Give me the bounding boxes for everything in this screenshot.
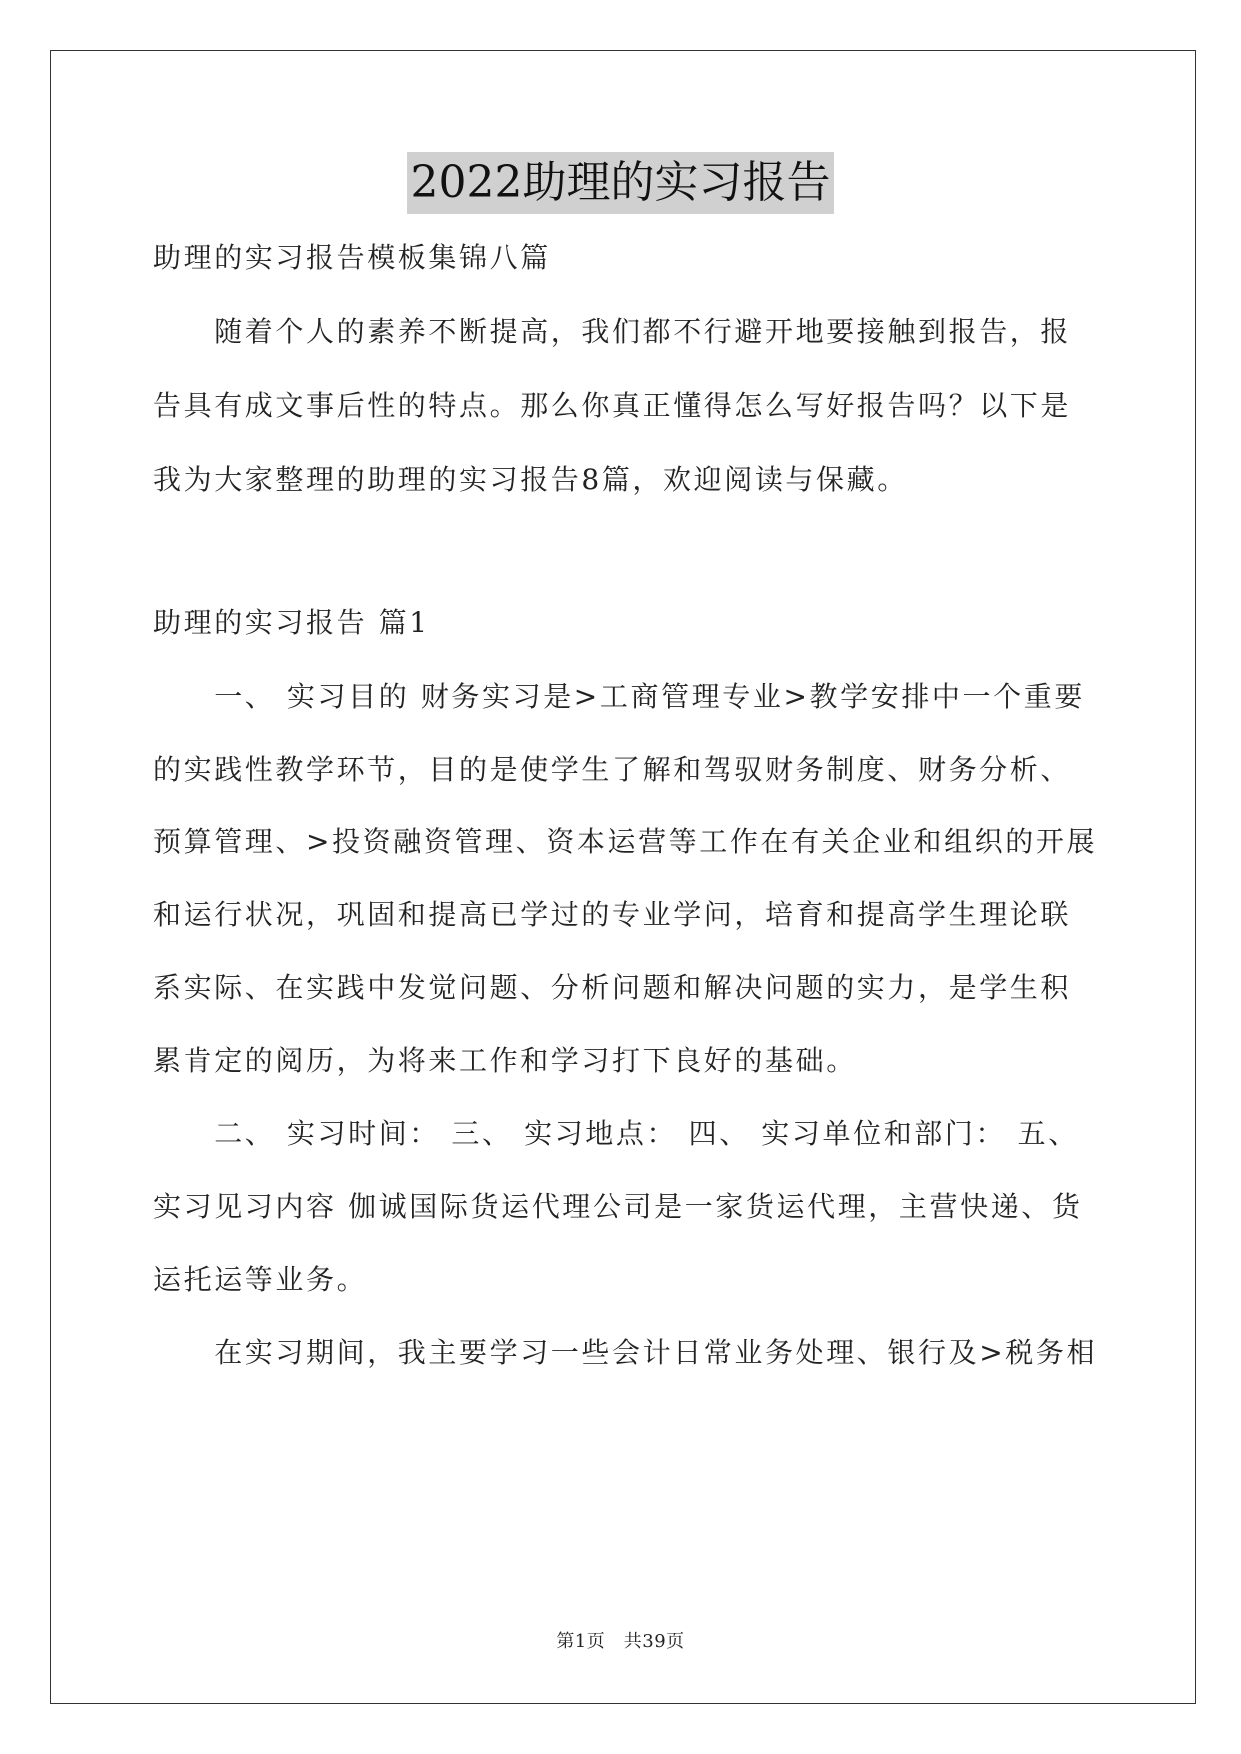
paragraph-line: 的实践性教学环节，目的是使学生了解和驾驭财务制度、财务分析、: [153, 753, 1072, 786]
page-border: [50, 50, 1196, 1704]
subtitle-line: 助理的实习报告模板集锦八篇: [153, 241, 551, 274]
document-title: 2022助理的实习报告: [407, 152, 835, 214]
paragraph-line: 一、 实习目的 财务实习是>工商管理专业>教学安排中一个重要: [153, 680, 1085, 713]
paragraph-line: 在实习期间，我主要学习一些会计日常业务处理、银行及>税务相: [153, 1336, 1098, 1369]
paragraph-line: 系实际、在实践中发觉问题、分析问题和解决问题的实力，是学生积: [153, 971, 1072, 1004]
page-footer: 第1页 共39页: [556, 1631, 685, 1652]
paragraph-line: 我为大家整理的助理的实习报告8篇，欢迎阅读与保藏。: [153, 463, 908, 496]
paragraph-line: 预算管理、>投资融资管理、资本运营等工作在有关企业和组织的开展: [153, 825, 1098, 858]
paragraph-line: 累肯定的阅历，为将来工作和学习打下良好的基础。: [153, 1044, 857, 1077]
paragraph-line: 告具有成文事后性的特点。那么你真正懂得怎么写好报告吗？以下是: [153, 389, 1072, 422]
paragraph-line: 随着个人的素养不断提高，我们都不行避开地要接触到报告，报: [153, 315, 1072, 348]
paragraph-line: 二、 实习时间： 三、 实习地点： 四、 实习单位和部门： 五、: [153, 1117, 1079, 1150]
paragraph-line: 和运行状况，巩固和提高已学过的专业学问，培育和提高学生理论联: [153, 898, 1072, 931]
paragraph-line: 实习见习内容 伽诚国际货运代理公司是一家货运代理，主营快递、货: [153, 1190, 1083, 1223]
title-container: [0, 152, 1241, 214]
section-heading: 助理的实习报告 篇1: [153, 606, 430, 639]
paragraph-line: 运托运等业务。: [153, 1263, 368, 1296]
